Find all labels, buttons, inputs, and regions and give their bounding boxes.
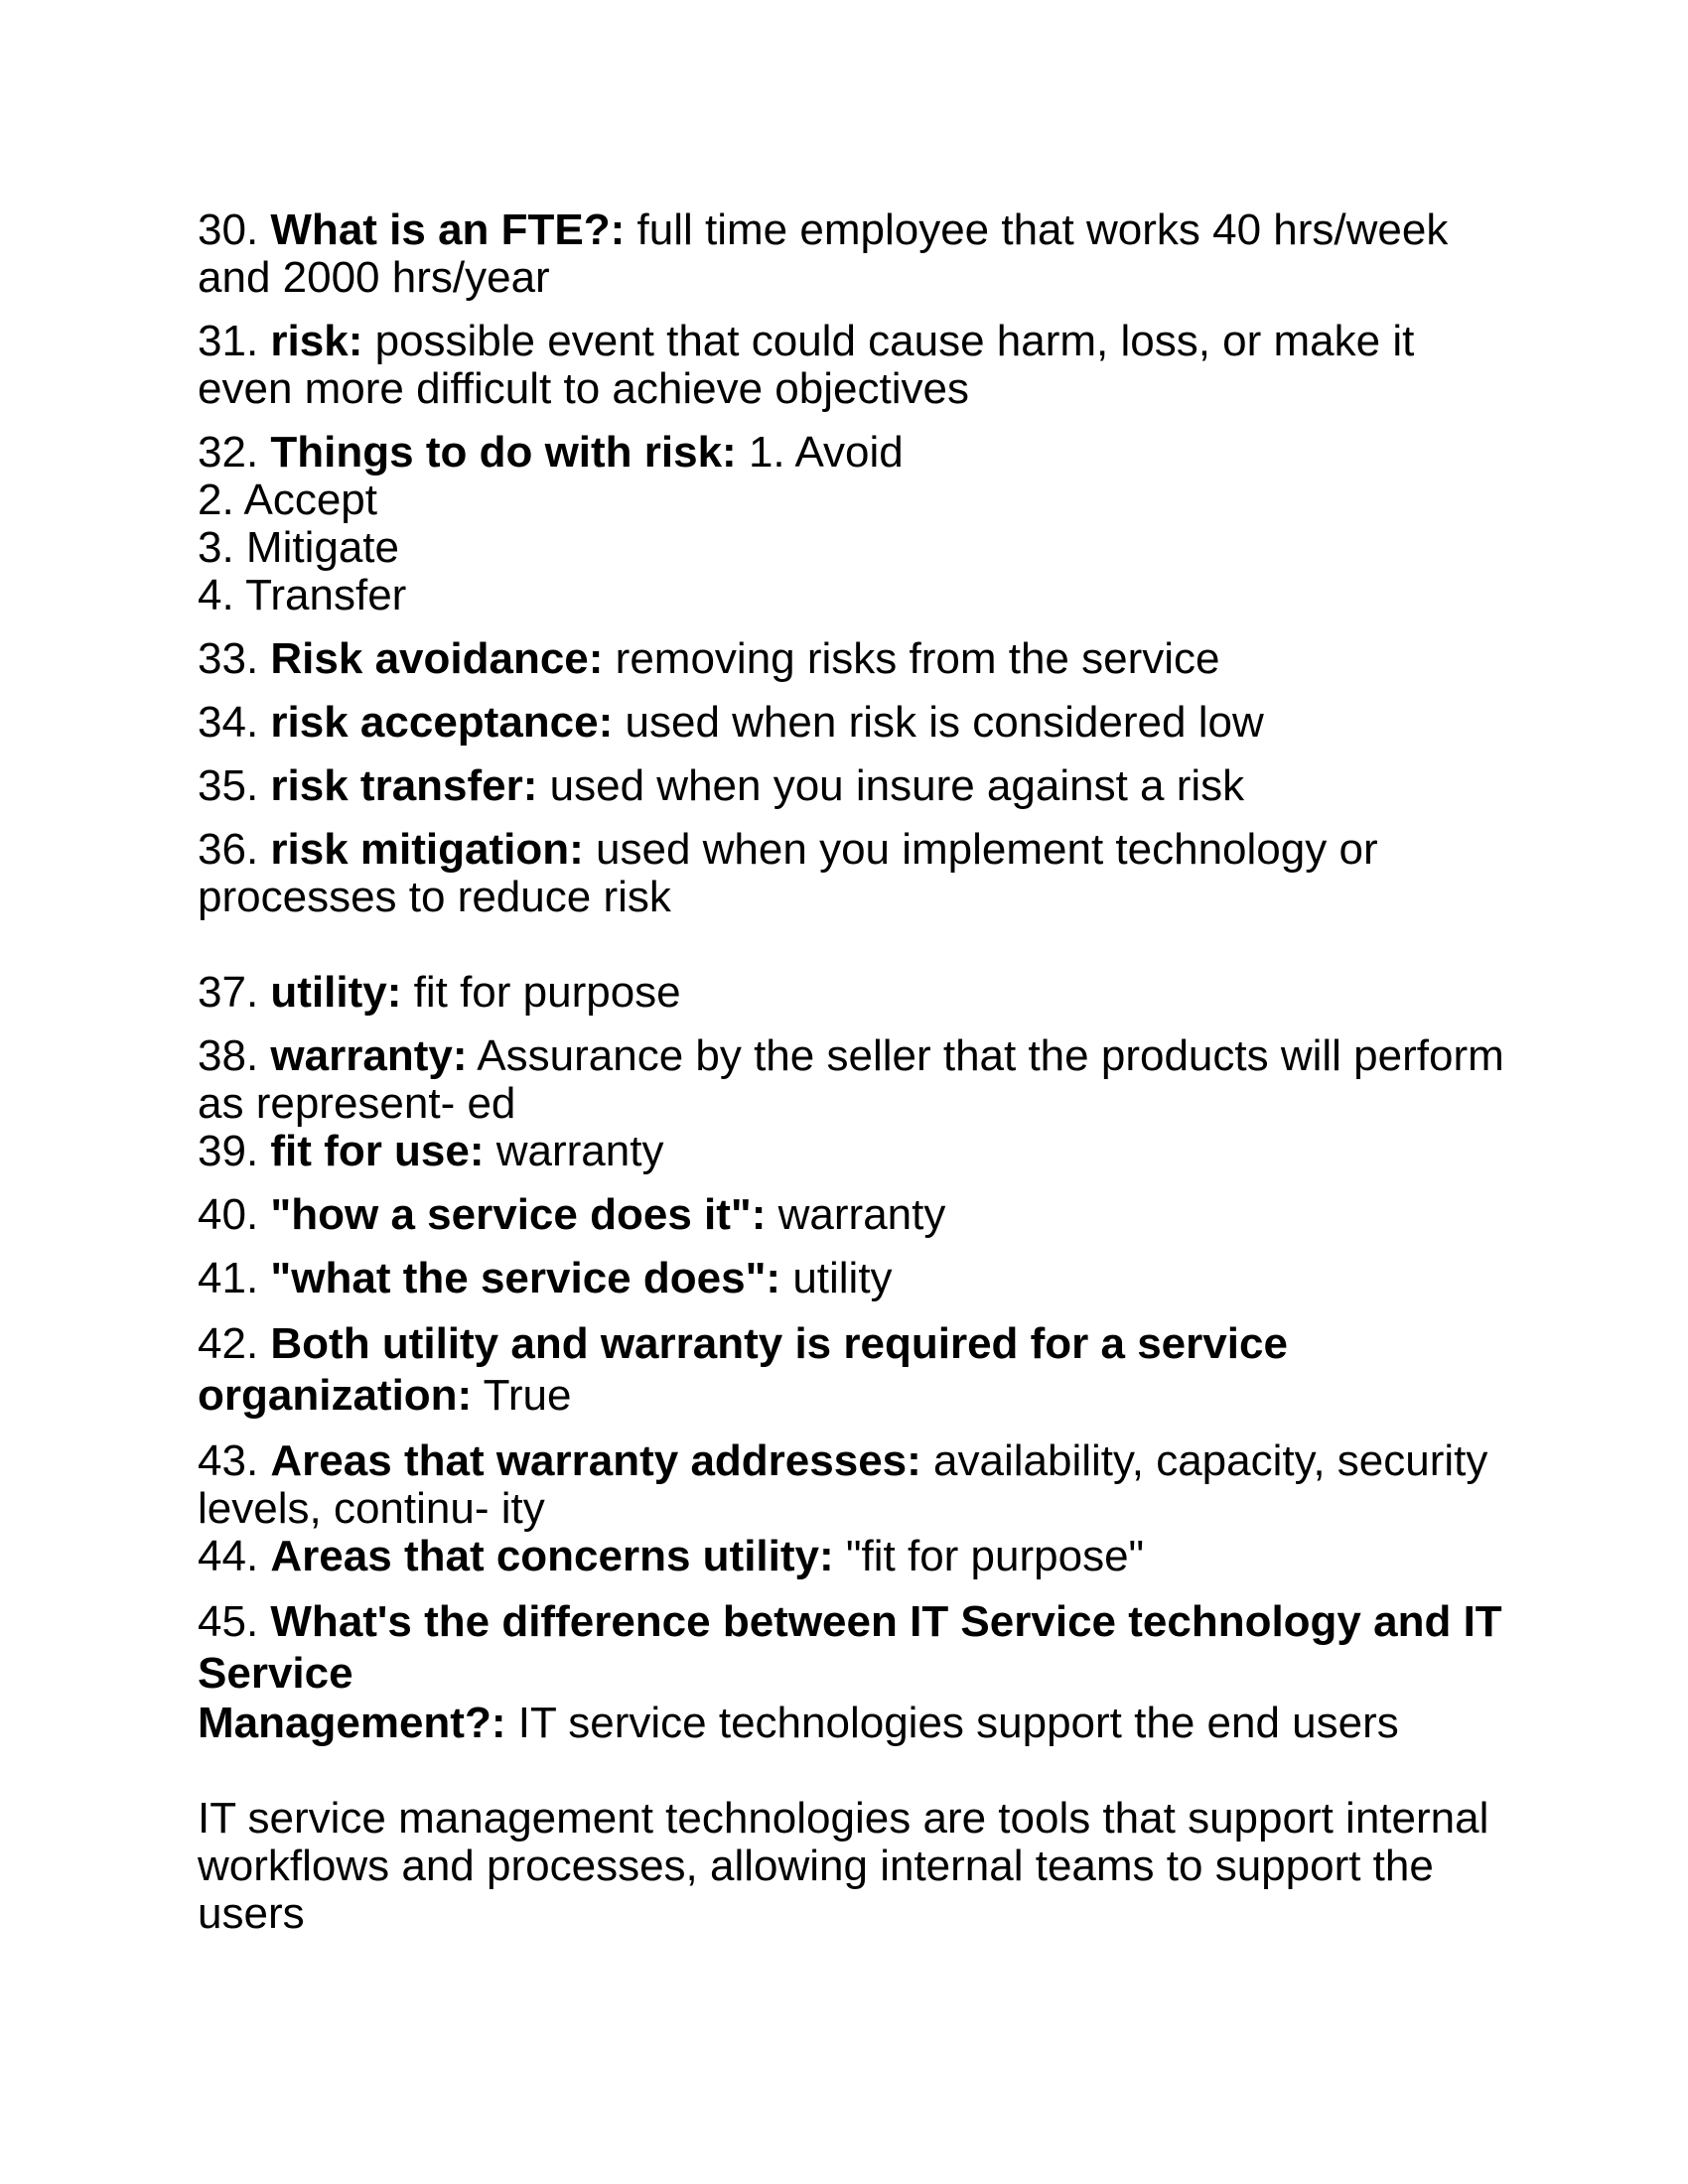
entry-term: risk mitigation: bbox=[270, 825, 584, 874]
entry-definition: "fit for purpose" bbox=[845, 1532, 1145, 1580]
entry-38 bbox=[198, 1032, 1508, 1128]
entry-definition: full time employee that works 40 hrs/week and 2000 hrs/year bbox=[198, 205, 1449, 302]
entry-34 bbox=[198, 699, 1508, 747]
entry-number: 39. bbox=[198, 1127, 259, 1175]
entry-definition: used when you implement technology or processes to reduce risk bbox=[198, 825, 1378, 921]
entry-definition: warranty bbox=[777, 1190, 946, 1239]
entry-number: 41. bbox=[198, 1254, 259, 1302]
entry-definition: used when risk is considered low bbox=[625, 698, 1264, 747]
entry-number: 31. bbox=[198, 317, 259, 365]
entry-definition: utility bbox=[792, 1254, 893, 1302]
entry-number: 34. bbox=[198, 698, 259, 747]
entry-30 bbox=[198, 206, 1508, 302]
entry-term: risk transfer: bbox=[270, 761, 538, 810]
entry-definition-line: 2. Accept bbox=[198, 476, 378, 524]
entry-definition: True bbox=[483, 1371, 572, 1420]
entry-definition: Assurance by the seller that the products will perform as represent- ed bbox=[198, 1031, 1504, 1128]
entry-number: 30. bbox=[198, 205, 259, 254]
entry-term: risk: bbox=[270, 317, 363, 365]
entry-term: Areas that warranty addresses: bbox=[270, 1436, 921, 1485]
entry-number: 38. bbox=[198, 1031, 259, 1080]
entry-definition-line: 3. Mitigate bbox=[198, 523, 399, 572]
entry-32 bbox=[198, 429, 1508, 619]
entry-35 bbox=[198, 762, 1508, 810]
entry-definition: availability, capacity, security levels, continu- ity bbox=[198, 1436, 1488, 1533]
flashcard-list bbox=[198, 206, 1508, 1954]
entry-number: 43. bbox=[198, 1436, 259, 1485]
entry-45 bbox=[198, 1596, 1508, 1938]
entry-definition-line: 4. Transfer bbox=[198, 571, 407, 619]
entry-31 bbox=[198, 318, 1508, 413]
entry-definition: fit for purpose bbox=[413, 968, 681, 1017]
entry-33 bbox=[198, 635, 1508, 683]
entry-term: "how a service does it": bbox=[270, 1190, 767, 1239]
entry-term: Both utility and warranty is required for a service organization: bbox=[198, 1319, 1288, 1420]
entry-term: utility: bbox=[270, 968, 402, 1017]
entry-term: Things to do with risk: bbox=[270, 428, 737, 477]
entry-number: 35. bbox=[198, 761, 259, 810]
entry-number: 36. bbox=[198, 825, 259, 874]
entry-term: warranty: bbox=[270, 1031, 468, 1080]
entry-36 bbox=[198, 826, 1508, 921]
entry-41 bbox=[198, 1255, 1508, 1302]
entry-number: 33. bbox=[198, 634, 259, 683]
entry-term: What is an FTE?: bbox=[270, 205, 626, 254]
entry-term: fit for use: bbox=[270, 1127, 485, 1175]
entry-term-continuation bbox=[198, 1700, 1508, 1747]
entry-term-line: Management?: bbox=[198, 1699, 506, 1747]
entry-number: 44. bbox=[198, 1532, 259, 1580]
entry-37 bbox=[198, 969, 1508, 1017]
entry-term: Risk avoidance: bbox=[270, 634, 604, 683]
entry-44 bbox=[198, 1533, 1508, 1580]
entry-number: 42. bbox=[198, 1319, 259, 1368]
entry-definition: possible event that could cause harm, loss, or make it even more difficult to achieve objectives bbox=[198, 317, 1415, 413]
entry-43 bbox=[198, 1437, 1508, 1533]
entry-number: 45. bbox=[198, 1597, 259, 1646]
entry-definition-para: IT service management technologies are tools that support internal workflows and processes, allowing internal teams to support the users bbox=[198, 1794, 1489, 1938]
entry-number: 37. bbox=[198, 968, 259, 1017]
entry-definition: removing risks from the service bbox=[615, 634, 1220, 683]
entry-definition: warranty bbox=[495, 1127, 664, 1175]
entry-number: 40. bbox=[198, 1190, 259, 1239]
entry-definition: used when you insure against a risk bbox=[549, 761, 1245, 810]
entry-term: risk acceptance: bbox=[270, 698, 614, 747]
entry-term-line: What's the difference between IT Service technology and IT Service bbox=[198, 1597, 1502, 1698]
entry-definition-para: IT service technologies support the end users bbox=[517, 1699, 1399, 1747]
entry-39 bbox=[198, 1128, 1508, 1175]
entry-definition-line: 1. Avoid bbox=[748, 428, 904, 477]
entry-number: 32. bbox=[198, 428, 259, 477]
entry-42 bbox=[198, 1318, 1508, 1422]
entry-term: "what the service does": bbox=[270, 1254, 781, 1302]
entry-term: Areas that concerns utility: bbox=[270, 1532, 834, 1580]
entry-40 bbox=[198, 1191, 1508, 1239]
